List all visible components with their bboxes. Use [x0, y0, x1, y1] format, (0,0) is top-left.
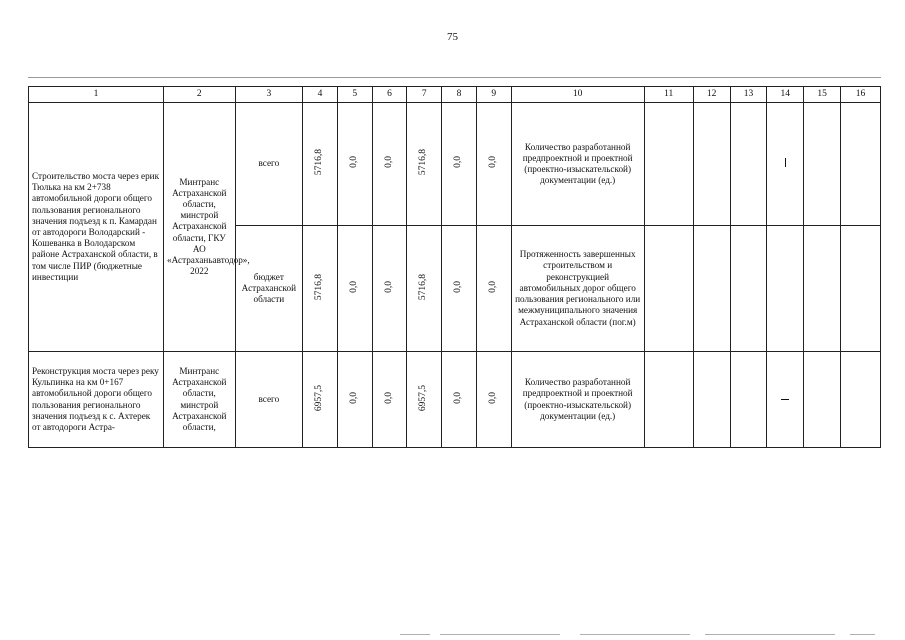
header-cell: 4 — [303, 87, 338, 103]
empty-cell — [693, 103, 730, 226]
header-cell: 8 — [442, 87, 477, 103]
header-row — [29, 87, 881, 103]
table-row — [29, 352, 881, 448]
empty-cell — [767, 226, 804, 352]
scan-artifact — [850, 634, 875, 635]
header-cell: 5 — [337, 87, 372, 103]
dash-mark — [781, 399, 789, 400]
value-cell: 0,0 — [337, 352, 372, 448]
value-cell: 0,0 — [442, 103, 477, 226]
header-cell: 15 — [804, 87, 841, 103]
funding-source-cell: всего — [235, 103, 303, 226]
scan-artifact — [440, 634, 560, 635]
empty-cell — [804, 226, 841, 352]
scan-artifact — [580, 634, 690, 635]
page-number: 75 — [447, 31, 458, 43]
empty-cell — [644, 226, 693, 352]
dash-mark-cell — [767, 352, 804, 448]
empty-cell — [730, 226, 767, 352]
top-rule — [28, 77, 881, 78]
value-cell: 0,0 — [372, 103, 407, 226]
funding-source-cell: всего — [235, 352, 303, 448]
dash-mark-cell — [767, 103, 804, 226]
empty-cell — [693, 352, 730, 448]
header-cell: 11 — [644, 87, 693, 103]
value-cell: 0,0 — [442, 226, 477, 352]
empty-cell — [693, 226, 730, 352]
empty-cell — [804, 103, 841, 226]
value-cell: 5716,8 — [407, 226, 442, 352]
event-name-cell: Реконструкция моста через реку Кульпинка на км 0+167 автомобильной дороги общего пользования регионального значения подъезд к с. Ахтерек от автодороги Астра- — [29, 352, 164, 448]
value-cell: 0,0 — [337, 226, 372, 352]
header-cell: 7 — [407, 87, 442, 103]
empty-cell — [840, 352, 880, 448]
header-cell: 1 — [29, 87, 164, 103]
header-cell: 16 — [840, 87, 880, 103]
value-cell: 0,0 — [372, 226, 407, 352]
executor-cell: Минтранс Астраханской области, минстрой Астраханской области, — [164, 352, 236, 448]
header-cell: 10 — [511, 87, 644, 103]
value-cell: 5716,8 — [407, 103, 442, 226]
indicator-cell: Протяженность завершенных строительством и реконструкцией автомобильных дорог общего пользования регионального или межмуниципального значения Астраханской области (пог.м) — [511, 226, 644, 352]
value-cell: 0,0 — [442, 352, 477, 448]
header-cell: 14 — [767, 87, 804, 103]
empty-cell — [644, 352, 693, 448]
value-cell: 0,0 — [337, 103, 372, 226]
program-table — [28, 86, 881, 448]
executor-cell: Минтранс Астраханской области, минстрой Астраханской области, ГКУ АО «Астраханьавтодор», 2022 — [164, 103, 236, 352]
value-cell: 6957,5 — [303, 352, 338, 448]
value-cell: 5716,8 — [303, 226, 338, 352]
header-cell: 6 — [372, 87, 407, 103]
header-cell: 12 — [693, 87, 730, 103]
table-row — [29, 103, 881, 226]
header-cell: 13 — [730, 87, 767, 103]
value-cell: 0,0 — [476, 226, 511, 352]
value-cell: 6957,5 — [407, 352, 442, 448]
scan-artifact — [705, 634, 835, 635]
event-name-cell: Строительство моста через ерик Тюлька на км 2+738 автомобильной дороги общего пользования регионального значения подъезд к п. Камардан от автодороги Володарский - Кошеванка в Володарском районе Астраханской области, в том числе ПИР (бюджетные инвестиции — [29, 103, 164, 352]
indicator-cell: Количество разработанной предпроектной и проектной (проектно-изыскательской) документации (ед.) — [511, 352, 644, 448]
empty-cell — [730, 352, 767, 448]
value-cell: 0,0 — [372, 352, 407, 448]
value-cell: 0,0 — [476, 103, 511, 226]
dash-mark — [785, 158, 786, 167]
empty-cell — [840, 103, 880, 226]
funding-source-cell: бюджет Астраханской области — [235, 226, 303, 352]
header-cell: 3 — [235, 87, 303, 103]
empty-cell — [730, 103, 767, 226]
scan-artifact — [400, 634, 430, 635]
empty-cell — [804, 352, 841, 448]
empty-cell — [644, 103, 693, 226]
header-cell: 2 — [164, 87, 236, 103]
value-cell: 5716,8 — [303, 103, 338, 226]
indicator-cell: Количество разработанной предпроектной и проектной (проектно-изыскательской) документации (ед.) — [511, 103, 644, 226]
value-cell: 0,0 — [476, 352, 511, 448]
empty-cell — [840, 226, 880, 352]
header-cell: 9 — [476, 87, 511, 103]
